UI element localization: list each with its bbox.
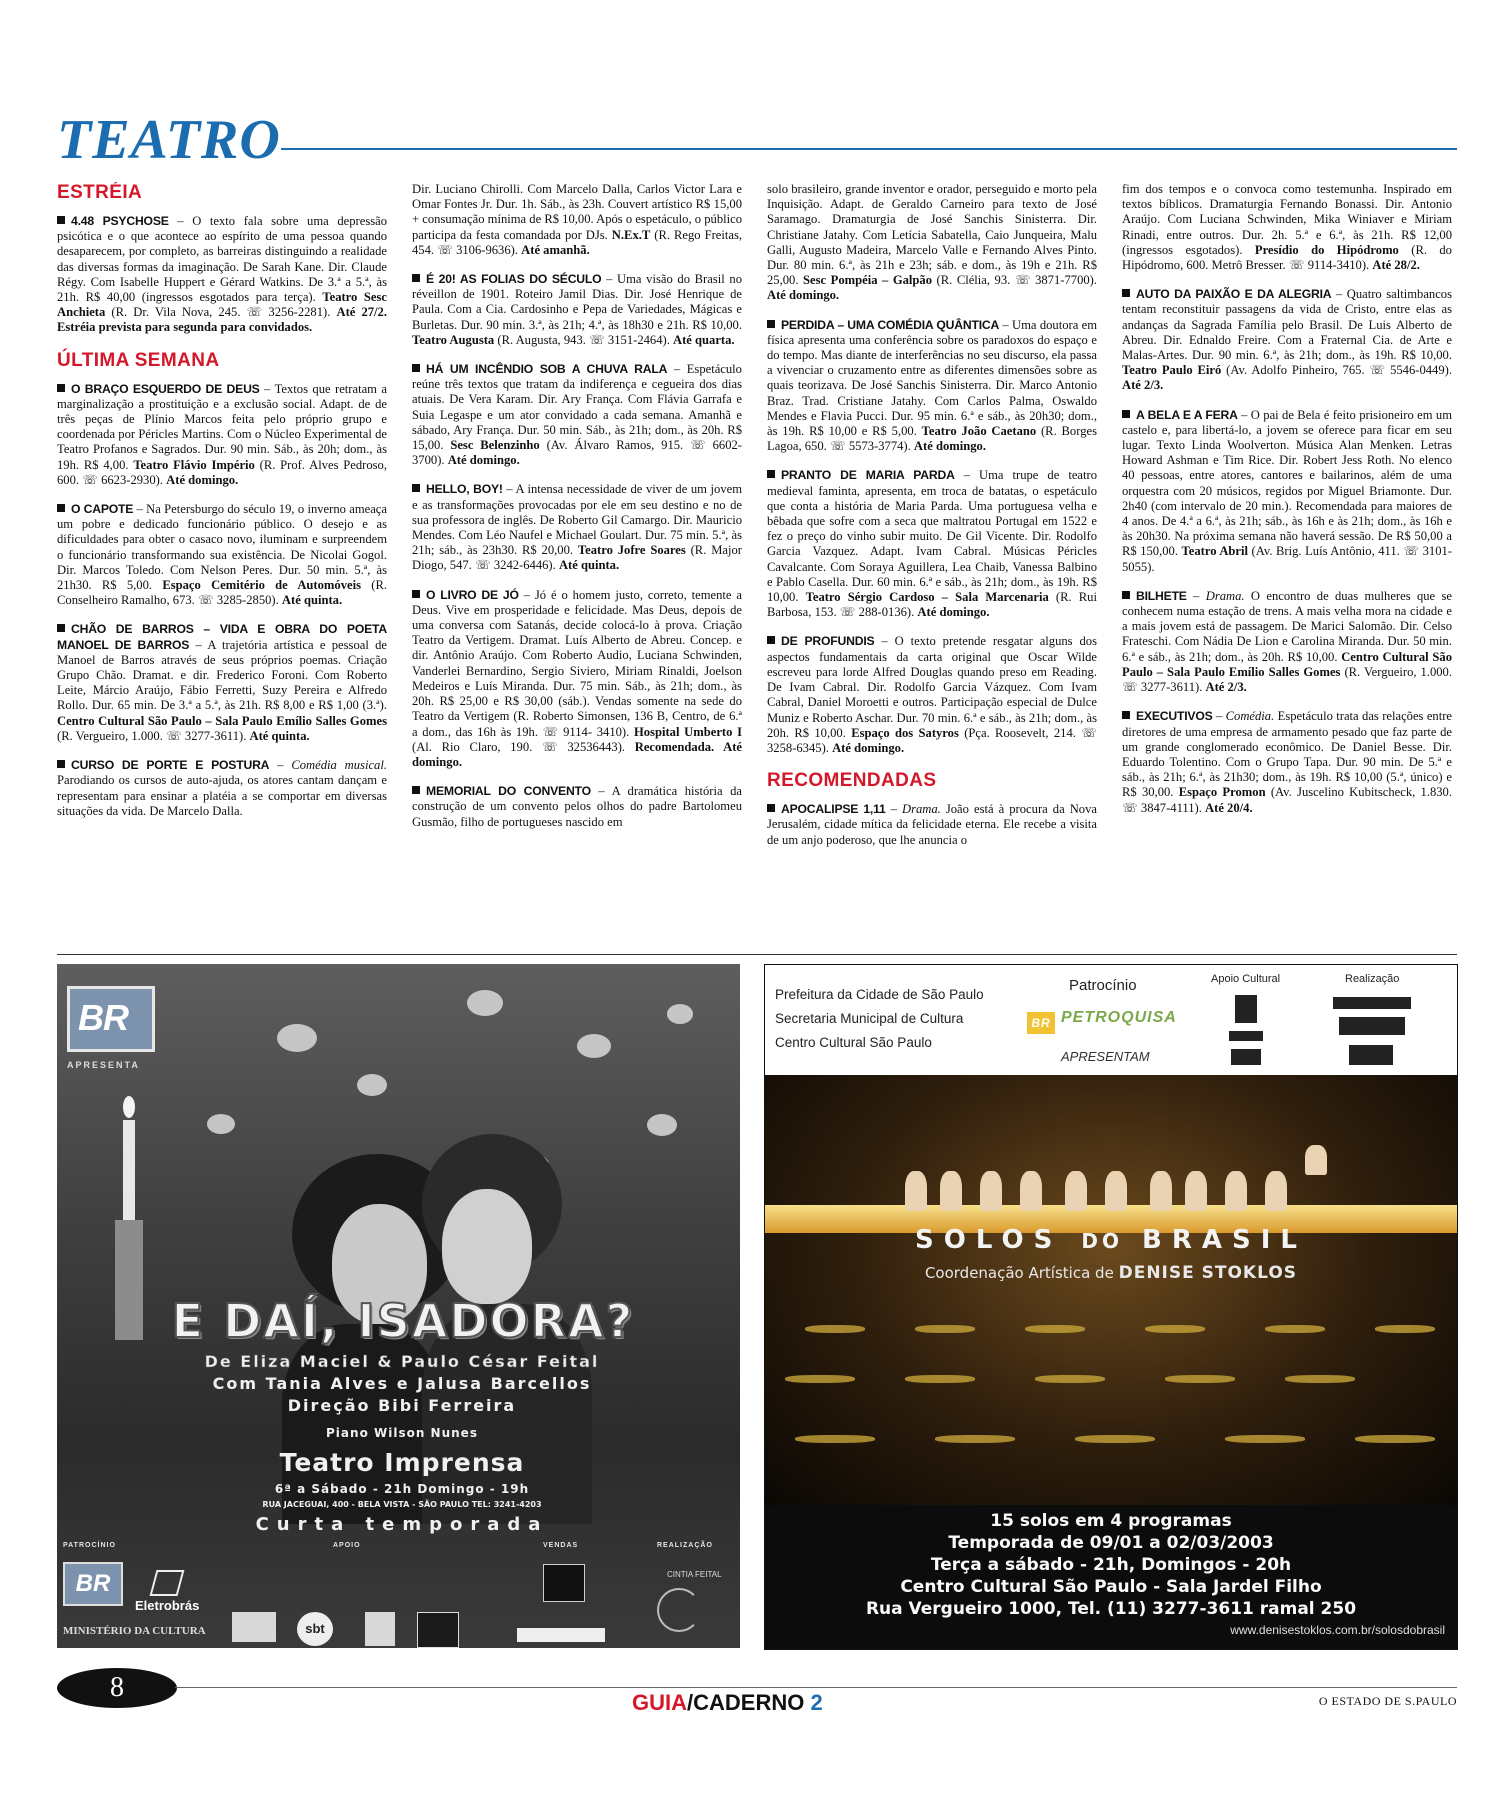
sbt-logo: sbt	[297, 1612, 333, 1646]
entry-title: APOCALIPSE 1,11	[767, 802, 886, 816]
seat-row	[795, 1435, 875, 1443]
entry-body: – Espetáculo reúne três textos que tratam da indiferença e cegueira dos dias atuais. De Vera Karam. Dir. Ary França. Com Flávia Garrafa e Suia Legaspe e um ator convidado a cada semana. Amanhã e sábado, Ary França. Dur. 50 min. Sáb., às 21h; dom., às 20h. R$ 15,00.	[412, 362, 742, 453]
performer	[1065, 1171, 1087, 1211]
ad-info	[765, 1505, 1457, 1649]
listing-entry	[57, 214, 387, 336]
entry-body: solo brasileiro, grande inventor e orador, perseguido e morto pela Inquisição. Adapt. de Geraldo Carneiro para texto de José Saramago. Dramaturgia de José Sanchis Sinisterra. Dir. Christiane Jatahy. Com Letícia Sabatella, Caio Junqueira, Malu Galli, Augusto Madeira, Marcelo Valle e Fernando Alves Pinto. Dur. 80 min. 6.ª, às 21h e 23h; sáb. e dom., às 19h e 21h. R$ 25,00.	[767, 182, 1097, 288]
sponsor-logo	[1349, 1045, 1393, 1065]
entry-venue: Espaço Promon	[1178, 785, 1266, 800]
sponsor-logo	[1333, 997, 1411, 1009]
listing-entry	[412, 362, 742, 468]
vendas-logo	[543, 1564, 585, 1602]
performer	[1020, 1171, 1042, 1211]
entry-body: – Jó é o homem justo, correto, temente a Deus. Vive em prosperidade e felicidade. Mas Deus, depois de uma conversa com Satanás, decide colocá-lo à prova. Criação Teatro da Vertigem. Dramat. Luís Alberto de Abreu. Concep. e dir. Antônio Araújo. Com Roberto Audio, Luciana Schwinden, Vanderlei Bernardino, Sergio Siviero, Miriam Rinaldi, Joelson Medeiros e Luís Miranda. Dur. 75 min. Sáb., às 21h; dom., às 20h. R$ 25,00 e R$ 30,00 (sáb.). Vendas somente na sede do Teatro da Vertigem (R. Roberto Simonsen, 136 B, Centro, de 6.ª a dom., das 16h às 19h. ☏ 9114- 3410).	[412, 587, 742, 739]
entry-ends: Até domingo.	[913, 439, 986, 454]
entry-title: O BRAÇO ESQUERDO DE DEUS	[57, 382, 260, 396]
header-rule	[281, 148, 1457, 150]
entry-ends: Recomendada. Até domingo.	[412, 739, 742, 769]
section-title: TEATRO	[57, 109, 281, 171]
ad-venue: Teatro Imprensa	[279, 1448, 525, 1477]
entry-venue: Teatro Paulo Eiró	[1122, 363, 1222, 378]
listing-entry	[767, 318, 1097, 455]
ad-authors: De Eliza Maciel & Paulo César Feital	[204, 1352, 600, 1371]
entry-body: – Uma trupe de teatro medieval faminta, apresenta, em troca de batatas, o espetáculo que conta a história de Maria Parda. Uma portuguesa velha e bêbada que sofre com a seca que maltratou Portugal em 1522 e fez o preço do vinho subir muito. De Gil Vicente. Dir. Rodolfo Garcia Vazquez. Adapt. Ivam Cabral. Músicas Péricles Cavalcante. Com Soraya Aguillera, Lea Chaib, Vanessa Balbino e Pablo Casella. Dur. 60 min. 6.ª e sáb., às 21h; dom., às 19h. R$ 10,00.	[767, 468, 1097, 605]
ad-direction: Direção Bibi Ferreira	[287, 1396, 517, 1415]
seat-row	[1225, 1435, 1305, 1443]
entry-title: BILHETE	[1122, 589, 1187, 603]
listing-entry	[1122, 709, 1452, 815]
entry-body: O encontro de duas mulheres que se conhecem numa estação de trens. A mais velha mora na cidade e a mais jovem está de passagem. De Marici Salomão. Dir. Celso Frateschi. Com Nádia De Lion e Carolina Miranda. Dur. 50 min. 6.ª e sáb., às 21h; dom., às 20h. R$ 10,00.	[1122, 588, 1452, 664]
listing-continuation	[1122, 182, 1452, 273]
seat-row	[1355, 1435, 1435, 1443]
entry-body: – A trajetória artística e pessoal de Manoel de Barros através de seus próprios poemas. Criação Grupo Chão. Dramat. e dir. Frederico Foroni. Com Roberto Leite, Márcio Araújo, Fábio Ferretti, Suzy Pereira e Alfredo Rollo. Dur. 65 min. De 3.ª a 5.ª, às 21h. R$ 8,00 e R$ 1,00 (3.ª).	[57, 637, 387, 713]
listing-entry	[412, 272, 742, 348]
footer-rule	[175, 1687, 1457, 1688]
entry-ends: Até amanhã.	[521, 242, 590, 257]
seat-row	[805, 1325, 865, 1333]
entry-body: – Quatro saltimbancos tentam reconstituir passagens da vida de Cristo, entre elas as andanças da Sagrada Família pelo Brasil. De Luis Alberto de Abreu. Dir. Ednaldo Freire. Com a Fraternal Cia. de Arte e Malas-Artes. Dur. 90 min. 6.ª, às 21h; dom., às 19h. R$ 10,00.	[1122, 287, 1452, 363]
light-spot	[277, 1024, 317, 1052]
eletrobras-logo: Eletrobrás	[135, 1598, 200, 1613]
seat-row	[1285, 1375, 1355, 1383]
petroquisa-logo	[1027, 1009, 1177, 1034]
entry-body: – O texto pretende resgatar alguns dos aspectos fundamentais da carta original que Oscar Wilde escreveu para lorde Alfred Douglas quando preso em Reading. De Ivam Cabral. Dir. Rodolfo Garcia Vázquez. Com Ivam Cabral, Daniel Moroetti e outros. Participação especial de Dulce Muniz e Roberto Aschar. Dur. 70 min. 6.ª e sáb., às 21h; dom., às 20h. R$ 10,00.	[767, 634, 1097, 740]
seat-row	[1025, 1325, 1085, 1333]
entry-address: (R. Borges Lagoa, 650. ☏ 5573-3774).	[767, 424, 1097, 454]
info-venue: Centro Cultural São Paulo - Sala Jardel Filho	[900, 1577, 1322, 1597]
entry-address: (Av. Juscelino Kubitscheck, 1.830. ☏ 3847-4111).	[1122, 785, 1452, 815]
sponsor-logo	[1339, 1017, 1405, 1035]
heading-recomendadas: RECOMENDADAS	[767, 770, 937, 792]
listing-entry	[412, 784, 742, 830]
entry-title: DE PROFUNDIS	[767, 634, 874, 648]
entry-body: – O pai de Bela é feito prisioneiro em um castelo e, para libertá-lo, a jovem se oferece para ficar em seu lugar. Texto Linda Woolverton. Música Alan Menken. Letras Howard Ashman e Tim Rice. Dir. Robert Jess Roth. No elenco 40 pessoas, entre atores, cantores e bailarinos, além de uma orquestra com 20 músicos, regidos por Miguel Briamonte. Dur. 2h40 (com intervalo de 20 min.). Recomendada para maiores de 4 anos. De 4.ª a 6.ª, às 21h; sáb., às 16h e às 21h; dom., às 16h e às 20h30. Na próxima semana não haverá sessão. De R$ 50,00 a R$ 150,00.	[1122, 407, 1452, 559]
solos-title-word: DO	[1081, 1229, 1123, 1253]
br-logo	[67, 986, 155, 1052]
light-spot	[577, 1034, 611, 1058]
ad-website: www.denisestoklos.com.br/solosdobrasil	[1230, 1623, 1445, 1637]
solos-title-word: SOLOS	[915, 1225, 1063, 1255]
petro-badge: BR	[1027, 1012, 1055, 1034]
entry-ends: Até quinta.	[281, 593, 343, 608]
seat-row	[1035, 1375, 1105, 1383]
seat-row	[1165, 1375, 1235, 1383]
entry-address: (R. Rui Barbosa, 153. ☏ 288-0136).	[767, 590, 1097, 620]
entry-title: A BELA E A FERA	[1122, 408, 1238, 422]
solos-title	[765, 1225, 1457, 1255]
entry-ends: Até 2/3.	[1205, 680, 1247, 695]
ad-sponsors	[57, 1542, 740, 1648]
candle-illustration	[123, 1120, 135, 1220]
entry-address: (R. Dr. Vila Nova, 245. ☏ 3256-2281).	[105, 305, 337, 320]
seat-row	[1265, 1325, 1325, 1333]
entry-address: (R. do Hipódromo, 600. Metrô Bresser. ☏ 9114-3410).	[1122, 242, 1452, 273]
listing-entry	[1122, 408, 1452, 575]
entry-ends: Até quinta.	[558, 558, 620, 573]
entry-ends: Até 20/4.	[1205, 800, 1253, 815]
heading-ultima-semana: ÚLTIMA SEMANA	[57, 349, 220, 371]
label-realizacao: REALIZAÇÃO	[657, 1542, 713, 1549]
entry-title: HELLO, BOY!	[412, 482, 503, 496]
entry-address: (R. Vergueiro, 1.000. ☏ 3277-3611).	[1122, 664, 1452, 695]
entry-venue: Sesc Belenzinho	[450, 438, 540, 453]
entry-address: (R. Clélia, 93. ☏ 3871-7700).	[932, 273, 1097, 288]
page-header	[57, 108, 1457, 178]
br-logo-small: BR	[63, 1562, 123, 1606]
label-patrocinio: Patrocínio	[1069, 977, 1137, 994]
label-patrocinio: PATROCÍNIO	[63, 1542, 116, 1549]
moon-icon	[657, 1588, 701, 1632]
entry-address: (R. Prof. Alves Pedroso, 600. ☏ 6623-2930).	[57, 457, 387, 487]
listing-entry	[767, 802, 1097, 848]
entry-venue: N.Ex.T	[611, 227, 651, 242]
listing-continuation	[767, 182, 1097, 304]
entry-ends: Até domingo.	[767, 288, 840, 303]
entry-venue: Hospital Umberto I	[633, 724, 742, 739]
entry-venue: Espaço dos Satyros	[851, 725, 959, 740]
listing-entry	[57, 758, 387, 819]
info-season: Temporada de 09/01 a 02/03/2003	[948, 1533, 1274, 1553]
listing-entry	[1122, 589, 1452, 695]
coord-prefix: Coordenação Artística de	[924, 1264, 1114, 1282]
listing-entry	[1122, 287, 1452, 393]
entry-title: AUTO DA PAIXÃO E DA ALEGRIA	[1122, 287, 1331, 301]
entry-title: CURSO DE PORTE E POSTURA	[57, 758, 269, 772]
section-number: 2	[804, 1690, 823, 1715]
label-realizacao: Realização	[1345, 973, 1400, 985]
eletrobras-icon	[150, 1570, 185, 1596]
label-apoio-cultural: Apoio Cultural	[1211, 973, 1281, 985]
ad-piano: Piano Wilson Nunes	[326, 1426, 478, 1440]
entry-title: CHÃO DE BARROS – VIDA E OBRA DO POETA MANOEL DE BARROS	[57, 622, 387, 652]
solos-title-word: BRASIL	[1142, 1225, 1307, 1255]
entry-venue: Presídio do Hipódromo	[1254, 242, 1399, 257]
listing-entry	[57, 502, 387, 608]
entry-venue: Teatro João Caetano	[921, 424, 1037, 439]
performer	[1150, 1171, 1172, 1211]
sponsor-logo	[365, 1612, 395, 1646]
entry-body: – A dramática história da construção de um convento pelos olhos do padre Bartolomeu Gusmão, filho de portugueses nascido em	[412, 784, 742, 829]
entry-ends: Até domingo.	[447, 453, 520, 468]
entry-title: PERDIDA – UMA COMÉDIA QUÂNTICA	[767, 318, 999, 332]
candle-flame	[123, 1096, 135, 1118]
entry-address: (R. Conselheiro Ramalho, 673. ☏ 3285-2850).	[57, 578, 387, 608]
entry-venue: Centro Cultural São Paulo – Sala Paulo Emílio Salles Gomes	[1122, 649, 1452, 679]
seat-row	[1145, 1325, 1205, 1333]
entry-body: João está à procura da Nova Jerusalém, cidade mítica da felicidade eterna. Ele recebe a visita de um anjo poderoso, que lhe anuncia o	[767, 802, 1097, 847]
column-3	[767, 182, 1097, 942]
coord-name: DENISE STOKLOS	[1118, 1263, 1298, 1283]
listing-entry	[767, 634, 1097, 756]
label-apoio: APOIO	[333, 1542, 361, 1549]
presenter-line: Centro Cultural São Paulo	[775, 1035, 932, 1050]
page-footer	[57, 1668, 1457, 1718]
listing-entry	[412, 588, 742, 770]
sponsor-logo	[1235, 995, 1257, 1023]
entry-genre: – Drama.	[1186, 588, 1245, 603]
entry-venue: Teatro Jofre Soares	[577, 543, 686, 558]
label-vendas: VENDAS	[543, 1542, 579, 1549]
entry-body: Dir. Luciano Chirolli. Com Marcelo Dalla, Carlos Victor Lara e Omar Fontes Jr. Dur. 1h. Sáb., às 23h. Couvert artístico R$ 15,00 + consumação mínima de R$ 10,00. Após o espetáculo, o público participa da festa comandada por DJs.	[412, 182, 742, 242]
sponsor-logo	[232, 1612, 276, 1642]
entry-title: PRANTO DE MARIA PARDA	[767, 468, 955, 482]
ministerio-logo: MINISTÉRIO DA CULTURA	[63, 1625, 206, 1637]
seat-row	[915, 1325, 975, 1333]
seat-row	[905, 1375, 975, 1383]
ad-season: Curta temporada	[255, 1514, 549, 1535]
entry-body: – A intensa necessidade de viver de um jovem e as transformações provocadas por ele em seu destino e no de sua professora de inglês. De Roberto Gil Camargo. Dir. Mauricio Mendes. Com Léo Naufel e Michael Goulart. Dur. 75 min. 5.ª, às 21h; sáb., às 23h30. R$ 20,00.	[412, 482, 742, 558]
entry-address: (R. Augusta, 943. ☏ 3151-2464).	[494, 332, 673, 347]
ad-cast: Com Tania Alves e Jalusa Barcellos	[212, 1374, 592, 1393]
ad-sponsor-band	[765, 965, 1457, 1075]
actress-face	[442, 1189, 532, 1304]
content-divider	[57, 954, 1457, 955]
performer	[1105, 1171, 1127, 1211]
sponsor-logo	[1229, 1031, 1263, 1041]
entry-ends: Até quinta.	[249, 728, 310, 743]
section-name	[632, 1690, 823, 1716]
cintia-feital-logo: CINTIA FEITAL	[667, 1570, 722, 1579]
seat-row	[935, 1435, 1015, 1443]
ad-solos-do-brasil	[764, 964, 1458, 1650]
entry-body: – Textos que retratam a marginalização a prostituição e a exclusão social. Adapt. de de três peças de Plínio Marcos feita pelo próprio grupo e coordenada por Péricles Martins. Com o Núcleo Experimental de Teatro Profanos e Sagrados. Dur. 90 min. Sáb., às 20h; dom., às 19h. R$ 4,00.	[57, 381, 387, 472]
presenter-line: Secretaria Municipal de Cultura	[775, 1011, 964, 1026]
light-spot	[357, 1074, 387, 1096]
br-logo-text: BR	[78, 997, 128, 1038]
stage-photo	[765, 1075, 1457, 1505]
entry-title: MEMORIAL DO CONVENTO	[412, 784, 591, 798]
entry-address: (Av. Álvaro Ramos, 915. ☏ 6602-3700).	[412, 438, 742, 468]
entry-body: Parodiando os cursos de auto-ajuda, os atores cantam dançam e representam para ensinar a platéia a se comportar em diversas situações da vida. De Marcelo Dalla.	[57, 773, 387, 818]
heading-estreia: ESTRÉIA	[57, 182, 143, 203]
listing-entry	[57, 622, 387, 744]
sponsor-logo	[417, 1612, 459, 1648]
info-schedule: Terça a sábado - 21h, Domingos - 20h	[930, 1555, 1292, 1575]
listings	[57, 182, 1457, 942]
seat-row	[1075, 1435, 1155, 1443]
entry-genre: – Comédia.	[1212, 709, 1275, 724]
entry-title: O CAPOTE	[57, 502, 133, 516]
entry-ends: Até domingo.	[832, 740, 905, 755]
entry-ends: Até 2/3.	[1122, 378, 1164, 393]
entry-title: EXECUTIVOS	[1122, 709, 1213, 723]
listing-entry	[767, 468, 1097, 620]
performer	[1185, 1171, 1207, 1211]
newspaper-name: O ESTADO DE S.PAULO	[1318, 1694, 1457, 1708]
entry-address: (Pça. Roosevelt, 214. ☏ 3258-6345).	[767, 725, 1097, 755]
seat-row	[1375, 1325, 1435, 1333]
seat-row	[785, 1375, 855, 1383]
petroquisa-text: PETROQUISA	[1061, 1009, 1177, 1026]
entry-address: (Al. Rio Claro, 190. ☏ 32536443).	[412, 739, 635, 754]
performer	[940, 1171, 962, 1211]
info-programs: 15 solos em 4 programas	[990, 1511, 1232, 1531]
section-slash: /	[687, 1690, 694, 1715]
entry-venue: Teatro Abril	[1181, 544, 1249, 559]
column-2	[412, 182, 742, 942]
column-4	[1122, 182, 1452, 942]
entry-body: – Uma visão do Brasil no réveillon de 1901. Roteiro Jamil Dias. Dir. José Henrique de Paula. Com a Cia. Cardosinho e Pepa de Variedades, Mágicas e Burletas. Dur. 90 min. 3.ª, às 21h; 4.ª, às 18h30 e 21h. R$ 10,00.	[412, 272, 742, 332]
ad-isadora	[57, 964, 740, 1648]
entry-genre: – Comédia musical.	[269, 758, 387, 773]
apresentam-label: APRESENTAM	[1061, 1049, 1150, 1064]
entry-venue: Sesc Pompéia – Galpão	[803, 273, 933, 288]
solos-coordination	[765, 1263, 1457, 1283]
ad-address: RUA JACEGUAI, 400 - BELA VISTA - SÃO PAULO TEL: 3241-4203	[262, 1500, 542, 1509]
entry-ends: Até 27/2. Estréia prevista para segunda para convidados.	[57, 305, 387, 335]
presenter-line: Prefeitura da Cidade de São Paulo	[775, 987, 984, 1002]
entry-body: – Uma doutora em física apresenta uma conferência sobre os paradoxos do espaço e do tempo. Mas diante de interferências no seu discurso, ela passa a vivenciar o cruzamento entre as diferentes dimensões sobre as quais teorizava. De José Sanchis Sinisterra. Dir. Marco Antonio Braz. Trad. Cristiane Jatahy. Com Carlos Palma, Oswaldo Mendes e Flavia Pucci. Dur. 95 min. 6.ª e sáb., às 20h30; dom., às 19h. R$ 10,00 e R$ 5,00.	[767, 317, 1097, 439]
performer	[1305, 1145, 1327, 1175]
entry-venue: Centro Cultural São Paulo – Sala Paulo Emílio Salles Gomes	[57, 713, 387, 728]
entry-genre: – Drama.	[885, 802, 941, 817]
light-spot	[207, 1114, 235, 1134]
entry-address: (R. Rego Freitas, 454. ☏ 3106-9636).	[412, 227, 742, 257]
light-spot	[667, 1004, 693, 1024]
entry-address: (R. Vergueiro, 1.000. ☏ 3277-3611).	[57, 728, 250, 743]
entry-title: HÁ UM INCÊNDIO SOB A CHUVA RALA	[412, 362, 667, 376]
entry-venue: Teatro Flávio Império	[133, 457, 255, 472]
performer	[980, 1171, 1002, 1211]
performer	[905, 1171, 927, 1211]
entry-title: É 20! AS FOLIAS DO SÉCULO	[412, 272, 601, 286]
column-1	[57, 182, 387, 942]
presenters	[775, 983, 984, 1055]
entry-address: (Av. Brig. Luís Antônio, 411. ☏ 3101-5055).	[1122, 544, 1452, 574]
entry-body: Espetáculo trata das relações entre diretores de uma empresa de armamento pesado que faz parte de um grande conglomerado econômico. De Daniel Besse. Dir. Eduardo Tolentino. Com o Grupo Tapa. Dur. 90 min. De 5.ª e sáb., às 21h; 6.ª, às 21h30; dom., às 19h. R$ 10,00 (5.ª, único) e R$ 30,00.	[1122, 709, 1452, 800]
ad-title: E DAÍ, ISADORA?	[171, 1294, 635, 1348]
performer	[1265, 1171, 1287, 1211]
listing-entry	[57, 382, 387, 488]
entry-ends: Até domingo.	[166, 472, 239, 487]
vendas-logo	[517, 1628, 605, 1642]
listing-continuation	[412, 182, 742, 258]
page-number: 8	[110, 1672, 124, 1703]
listing-entry	[412, 482, 742, 573]
br-apresenta: APRESENTA	[67, 1060, 140, 1070]
entry-title: O LIVRO DE JÓ	[412, 588, 519, 602]
light-spot	[467, 990, 503, 1016]
entry-ends: Até 28/2.	[1372, 258, 1420, 273]
entry-body: – O texto fala sobre uma depressão psicótica e o que acontece ao espírito de uma pessoa quando desaparecem, por completo, as barreiras distinguindo a realidade das diversas formas da imaginação. De Sarah Kane. Dir. Claude Régy. Com Isabelle Huppert e Gérard Watkins. De 3.ª a 5.ª, às 21h. R$ 40,00 (ingressos esgotados para terça).	[57, 214, 387, 305]
entry-title: 4.48 PSYCHOSE	[57, 214, 169, 228]
entry-address: (R. Major Diogo, 547. ☏ 3242-6446).	[412, 543, 742, 573]
entry-body: fim dos tempos e o convoca como testemunha. Inspirado em textos bíblicos. Dramaturgia Fernando Bonassi. Dir. Antonio Araújo. Com Luciana Schwinden, Mika Winiaver e Miriam Rinadi, entre outros. Dur. 2h. 5.ª e 6.ª, às 21h. R$ 12,00 (ingressos esgotados).	[1122, 182, 1452, 257]
entry-venue: Teatro Sérgio Cardoso – Sala Marcenaria	[805, 590, 1049, 605]
ad-schedule: 6ª a Sábado - 21h Domingo - 19h	[274, 1482, 530, 1496]
entry-body: – Na Petersburgo do século 19, o inverno ameaça um pobre e dedicado funcionário público. O desejo e as dificuldades para obter o casaco novo, iluminam e surpreendem o funcionário transformando sua existência. De Nicolai Gogol. Dir. Marcos Toledo. Com Nelson Peres. Dur. 50 min. 5.ª, às 21h30. R$ 5,00.	[57, 502, 387, 593]
section-guia: GUIA	[632, 1690, 687, 1715]
entry-venue: Espaço Cemitério de Automóveis	[162, 578, 361, 593]
performer	[1225, 1171, 1247, 1211]
entry-ends: Até quarta.	[673, 332, 735, 347]
info-address: Rua Vergueiro 1000, Tel. (11) 3277-3611 ramal 250	[865, 1599, 1357, 1619]
entry-ends: Até domingo.	[917, 605, 990, 620]
entry-venue: Teatro Sesc Anchieta	[57, 290, 387, 320]
section-caderno: CADERNO	[693, 1690, 805, 1715]
light-spot	[647, 1114, 677, 1136]
sponsor-logo	[1231, 1049, 1261, 1065]
entry-venue: Teatro Augusta	[412, 332, 495, 347]
entry-address: (Av. Adolfo Pinheiro, 765. ☏ 5546-0449).	[1221, 363, 1452, 378]
